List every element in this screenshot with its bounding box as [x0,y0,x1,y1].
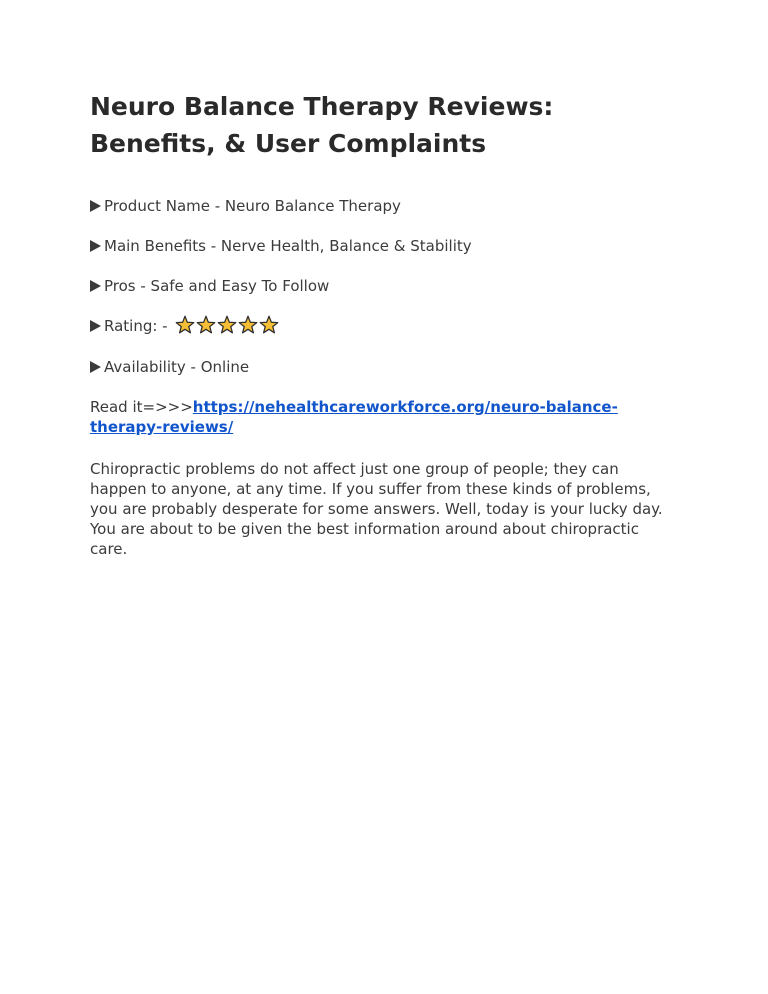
detail-item-pros [90,276,678,296]
detail-item-rating [90,316,678,337]
detail-item-label: Main Benefits - Nerve Health, Balance & Stability [104,237,472,255]
detail-item-product-name [90,196,678,216]
detail-item-availability [90,357,678,377]
article-link[interactable]: https://nehealthcareworkforce.org/neuro-balance-therapy-reviews/ [90,397,618,436]
star-icon [175,315,195,335]
bullet-arrow-icon [90,361,101,373]
read-link-line [90,397,678,437]
star-icon [238,315,258,335]
detail-item-label: Rating: - [104,317,173,335]
body-paragraph: Chiropractic problems do not affect just one group of people; they can happen to anyone, at any time. If you suffer from these kinds of problems, you are probably desperate for some answers. Well, today is your lucky day. You are about to be given the best information around about chiropractic care. [90,459,663,558]
bullet-arrow-icon [90,240,101,252]
bullet-arrow-icon [90,320,101,332]
bullet-arrow-icon [90,200,101,212]
rating-stars [175,314,280,335]
detail-item-label: Product Name - Neuro Balance Therapy [104,197,401,215]
detail-item-main-benefits [90,236,678,256]
bullet-arrow-icon [90,280,101,292]
star-icon [259,315,279,335]
page-title: Neuro Balance Therapy Reviews: Benefits, & User Complaints [90,92,554,158]
read-link-prefix: Read it=>>> [90,397,193,416]
detail-item-label: Pros - Safe and Easy To Follow [104,277,330,295]
star-icon [196,315,216,335]
detail-item-label: Availability - Online [104,357,250,376]
star-icon [217,315,237,335]
